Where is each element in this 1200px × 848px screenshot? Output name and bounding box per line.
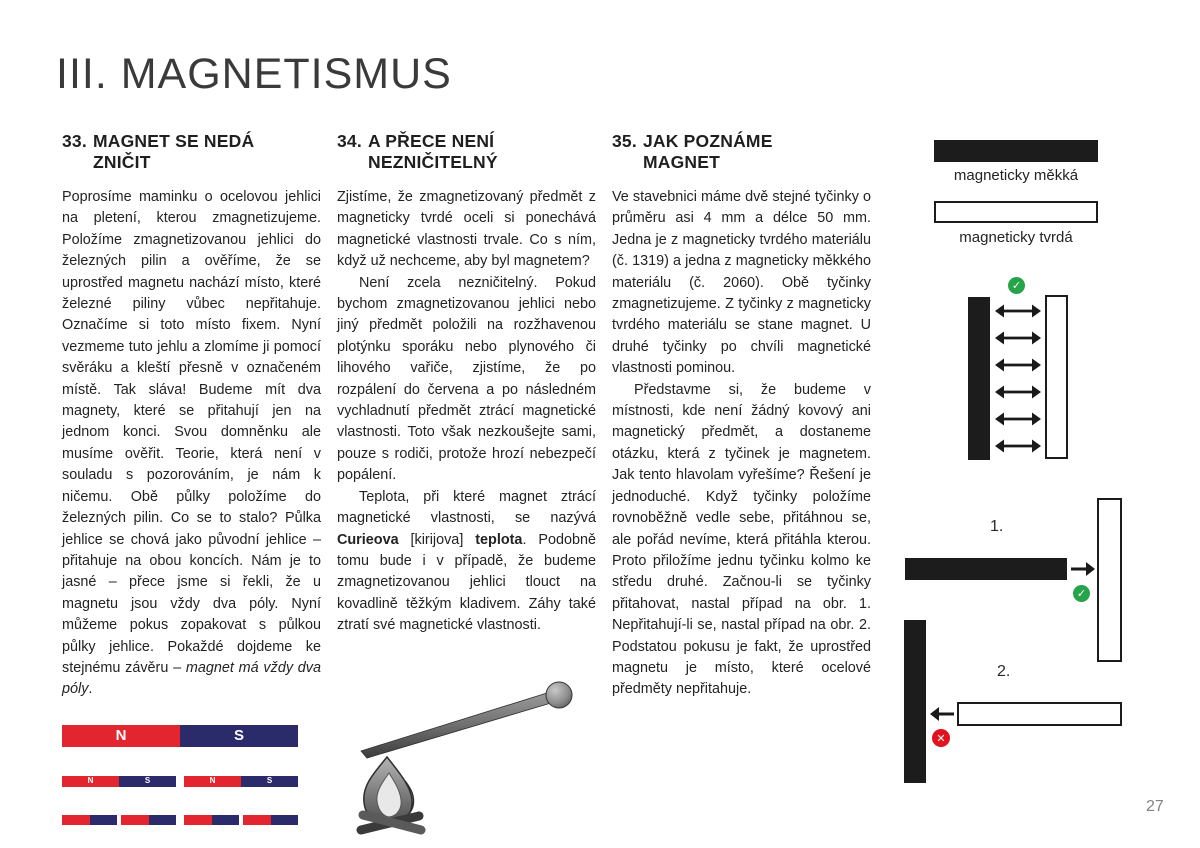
section-33-italic-conclusion: magnet má vždy dva póly [62, 659, 321, 698]
bar-magnet [62, 815, 117, 825]
magnet-row-halves [62, 776, 298, 787]
check-icon: ✓ [1073, 585, 1090, 602]
section-34-heading [337, 131, 596, 173]
section-35-paragraph: Ve stavebnici máme dvě stejné tyčinky o průměru asi 4 mm a délce 50 mm. Jedna je z magneticky tvrdého materiálu (č. 1319) a jedna z magneticky měkkého materiálu (č. 2060). Obě tyčinky zmagnetizujeme. Z tyčinky z magneticky tvrdého materiálu se stane magnet. U druhé tyčinky po chvíli magnetické vlastnosti pominou. [612, 189, 871, 377]
section-34-number: 34. [337, 131, 362, 151]
section-35-number: 35. [612, 131, 637, 151]
section-35-heading [612, 131, 871, 173]
double-arrow-icon [994, 330, 1042, 346]
broken-magnet-figure [62, 725, 298, 825]
bar-magnet [62, 725, 298, 747]
bar-magnet [243, 815, 298, 825]
hard-rod-horizontal [957, 702, 1122, 726]
hard-magnetic-bar [934, 201, 1098, 223]
left-arrow-icon [929, 705, 955, 728]
attraction-arrows [994, 303, 1042, 454]
hard-rod-vertical [1097, 498, 1122, 662]
double-arrow-icon [994, 438, 1042, 454]
section-34 [337, 131, 596, 842]
section-33-body [62, 187, 321, 701]
hard-magnetic-label: magneticky tvrdá [959, 229, 1073, 246]
right-arrow-icon [1070, 560, 1096, 583]
curie-term-bold: teplota [475, 531, 523, 548]
section-34-paragraph: Zjistíme, že zmagnetizovaný předmět z magneticky tvrdé oceli si ponechává magnetické vlastnosti trvale. Co s ním, když už nechceme, aby byl magnetem? [337, 189, 596, 270]
soft-rod-horizontal [905, 558, 1067, 580]
section-34-title: A PŘECE NENÍ NEZNIČITELNÝ [368, 131, 498, 172]
double-arrow-icon [994, 384, 1042, 400]
section-34-body [337, 187, 596, 637]
section-33-number: 33. [62, 131, 87, 151]
section-33-paragraph: Poprosíme maminku o ocelovou jehlici na pletení, kterou zmagnetizujeme. Položíme zmagnetizovanou jehlici do železných pilin a ověříme, že se uprostřed magnetu nachází místo, které železné piliny vůbec nepřitahuje. Označíme si toto místo fixem. Nyní vezmeme tuto jehlu a zlomíme ji pomocí svěráku a kleští přesně v označeném místě. Tak sláva! Budeme mít dva magnety, které se přitahují jen na jednom konci. Svou domněnku ale musíme ověřit. Teorie, která není v souladu s pozorováním, je nám k ničemu. Obě půlky položíme do železných pilin. Co se to stalo? Půlka jehlice se chová jako původní jehlice – přitahuje na obou koncích. Nám je to jasné – přece jsme si řekli, že u magnetu jsou vždy dva póly. Nyní můžeme pokus zopakovat s půlkou půlky jehlice. Pokaždé dojdeme ke stejnému závěru – magnet má vždy dva póly. [62, 189, 321, 698]
check-icon: ✓ [1008, 277, 1025, 294]
bar-magnet [184, 776, 298, 787]
double-arrow-icon [994, 411, 1042, 427]
section-34-paragraph: Teplota, při které magnet ztrácí magnetické vlastnosti, se nazývá Curieova [kirijova] teplota. Podobně tomu bude i v případě, že budeme zmagnetizovanou jehlici tlouct na kovadlině těžkým kladivem. Záhy také ztratí své magnetické vlastnosti. [337, 488, 596, 634]
magnet-south-pole: S [119, 776, 176, 787]
section-35-body [612, 187, 871, 701]
magnet-north-pole: N [184, 776, 241, 787]
section-34-paragraph: Není zcela nezničitelný. Pokud bychom zmagnetizovanou jehlici nebo jiný předmět položili na rozžhavenou plotýnku sporáku nebo plynového či lihového vařiče, zjistíme, že po rozpálení do červena a po následném vychladnutí předmět ztrácí magnetické vlastnosti. Toto však nezkoušejte sami, pouze s rodiči, protože hrozí nebezpečí popálení. [337, 274, 596, 484]
soft-magnetic-bar [934, 140, 1098, 162]
figure-2-label: 2. [997, 663, 1011, 680]
section-35-paragraph: Představme si, že budeme v místnosti, kde není žádný kovový ani magnetický předmět, a dostaneme otázku, která z tyčinek je magnetem. Jak tento hlavolam vyřešíme? Řešení je jednoduché. Když tyčinky položíme rovnoběžně vedle sebe, přitáhnou se, ale pořád nevíme, která přitáhla kterou. Proto přiložíme jednu tyčinku kolmo ke středu druhé. Začnou-li se tyčinky přitahovat, nastal případ na obr. 1. Nepřitahují-li se, nastal případ na obr. 2. Podstatou pokusu je fakt, že uprostřed magnetu je místo, které ocelové předměty nepřitahuje. [612, 381, 871, 698]
section-33-heading [62, 131, 321, 173]
bar-magnet [121, 815, 176, 825]
fire-needle-icon [331, 669, 599, 837]
double-arrow-icon [994, 357, 1042, 373]
magnet-south-pole: S [180, 725, 298, 747]
magnet-row-quarters [62, 815, 298, 825]
hard-rod-vertical [1045, 295, 1068, 459]
needle-over-fire-illustration [331, 669, 596, 842]
soft-magnetic-label: magneticky měkká [953, 167, 1079, 184]
cross-icon: ✕ [932, 729, 950, 747]
double-arrow-icon [994, 303, 1042, 319]
section-35-title: JAK POZNÁME MAGNET [643, 131, 773, 172]
soft-rod-vertical [904, 620, 926, 783]
bar-magnet [184, 815, 239, 825]
section-33 [62, 131, 321, 825]
magnet-north-pole: N [62, 776, 119, 787]
figure-1-label: 1. [990, 518, 1004, 535]
bar-magnet [62, 776, 176, 787]
curie-term-bold: Curieova [337, 531, 399, 548]
magnet-row-whole [62, 725, 298, 747]
section-33-title: MAGNET SE NEDÁ ZNIČIT [93, 131, 255, 172]
section-35 [612, 131, 871, 701]
magnet-north-pole: N [62, 725, 180, 747]
page-number: 27 [1146, 798, 1164, 815]
magnet-south-pole: S [241, 776, 298, 787]
page-title: III. MAGNETISMUS [56, 50, 452, 98]
soft-rod-vertical [968, 297, 990, 460]
